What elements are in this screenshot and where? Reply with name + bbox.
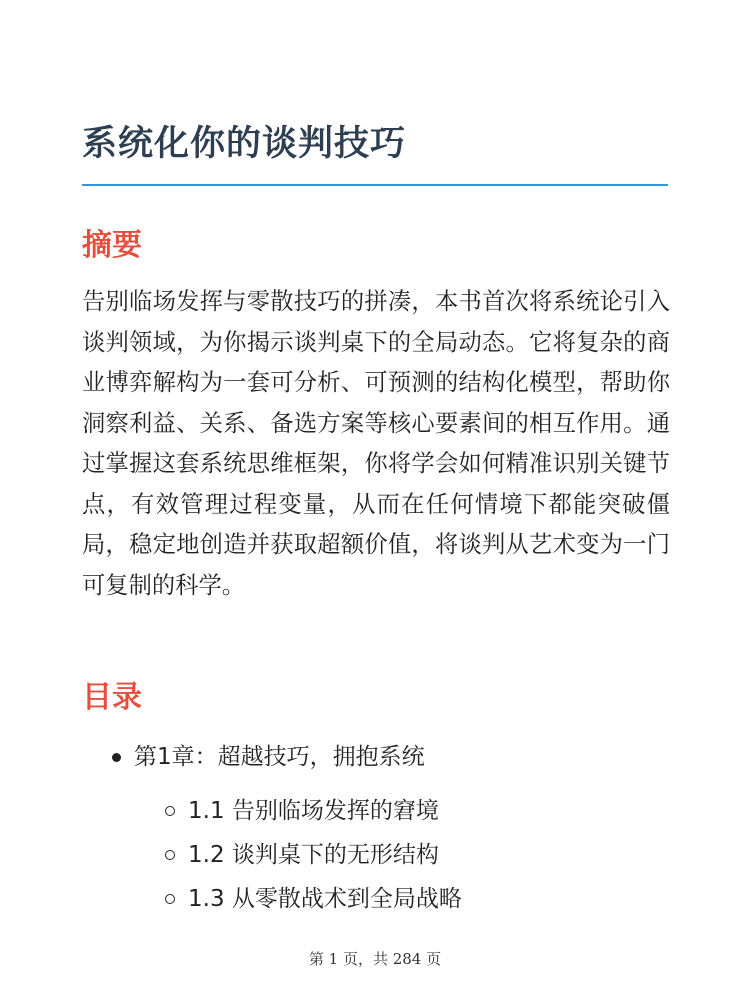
toc-chapter-1-sections <box>82 789 670 921</box>
bullet-disc-icon <box>112 753 121 762</box>
bullet-circle-icon <box>165 806 175 816</box>
toc-section-1-3[interactable] <box>82 877 670 921</box>
toc-chapter-label: 第1章：超越技巧，拥抱系统 <box>134 744 425 770</box>
toc-section-label: 1.3 从零散战术到全局战略 <box>188 886 462 912</box>
toc-section-label: 1.1 告别临场发挥的窘境 <box>188 798 439 824</box>
document-title: 系统化你的谈判技巧 <box>82 124 407 164</box>
title-divider <box>82 184 668 186</box>
table-of-contents <box>82 735 670 921</box>
abstract-text: 告别临场发挥与零散技巧的拼凑，本书首次将系统论引入谈判领域，为你揭示谈判桌下的全局动态。它将复杂的商业博弈解构为一套可分析、可预测的结构化模型，帮助你洞察利益、关系、备选方案等核心要素间的相互作用。通过掌握这套系统思维框架，你将学会如何精准识别关键节点，有效管理过程变量，从而在任何情境下都能突破僵局，稳定地创造并获取超额价值，将谈判从艺术变为一门可复制的科学。 <box>82 288 670 599</box>
toc-section-1-1[interactable] <box>82 789 670 833</box>
abstract-heading: 摘要 <box>82 228 142 263</box>
toc-section-1-2[interactable] <box>82 833 670 877</box>
toc-heading: 目录 <box>82 680 142 715</box>
toc-section-label: 1.2 谈判桌下的无形结构 <box>188 842 439 868</box>
bullet-circle-icon <box>165 894 175 904</box>
page-number-footer: 第 1 页，共 284 页 <box>308 950 442 968</box>
toc-chapter-1[interactable] <box>82 735 670 779</box>
bullet-circle-icon <box>165 850 175 860</box>
